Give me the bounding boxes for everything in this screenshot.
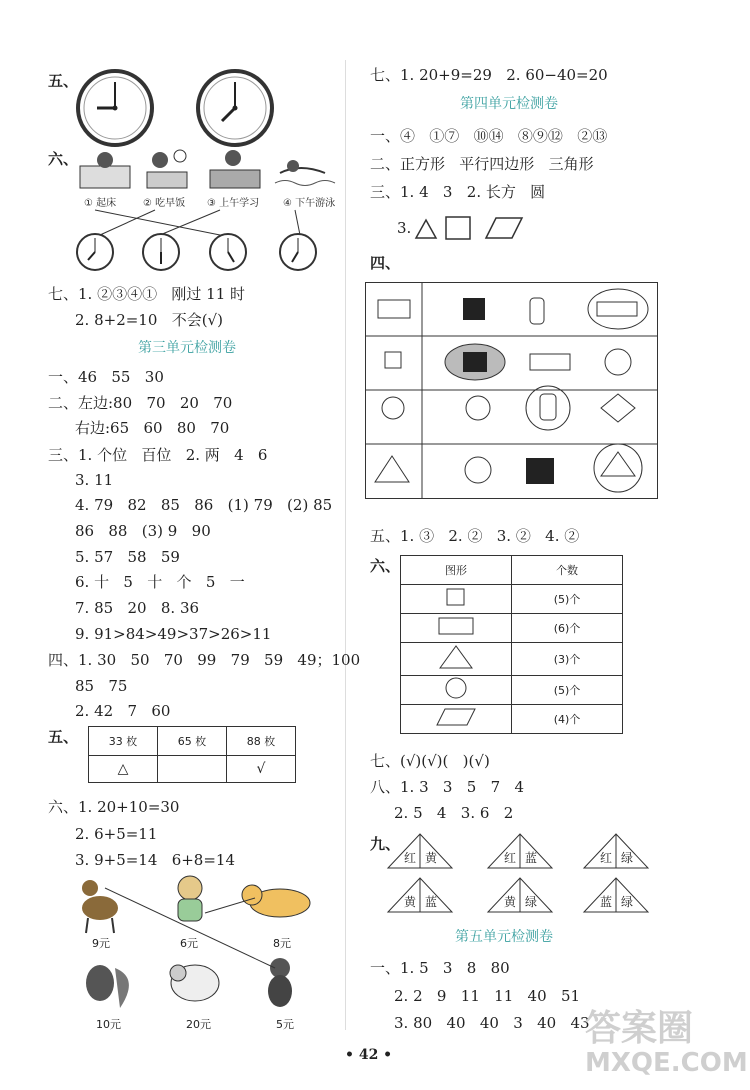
circle-cell (401, 676, 512, 705)
coin-header-3: 88 枚 (227, 727, 296, 756)
circle-icon (382, 397, 404, 419)
tri5-left: 黄 (504, 895, 517, 909)
tri2-right: 蓝 (525, 851, 538, 865)
deer-icon (82, 880, 118, 933)
rectangle-cell (401, 614, 512, 643)
r8a: 八、1. 3 3 5 7 4 (370, 778, 525, 796)
cuboid-icon (530, 354, 570, 370)
triangle-red-green (584, 834, 648, 868)
parallelogram-cell (401, 705, 512, 734)
r3b: 3. (397, 219, 412, 237)
r2: 二、正方形 平行四边形 三角形 (370, 155, 594, 173)
daily-activities-illustrations (75, 148, 335, 198)
r7b: 七、(√)(√)( )(√) (370, 752, 490, 770)
s3-4a: 4. 79 82 85 86 (1) 79 (2) 85 (75, 496, 333, 514)
s4c: 2. 42 7 60 (75, 702, 171, 720)
triangle-red-blue (488, 834, 552, 868)
diamond-icon (601, 394, 635, 422)
s2a: 二、左边:80 70 20 70 (48, 394, 233, 412)
unit5-title: 第五单元检测卷 (455, 929, 553, 945)
watermark-url: MXQE.COM (585, 1048, 748, 1078)
tri2-left: 红 (504, 851, 517, 865)
unit3-title: 第三单元检测卷 (138, 340, 236, 356)
clock-9-icon (75, 68, 155, 148)
count-parallelogram: (4)个 (512, 705, 623, 734)
r5: 五、1. ③ 2. ② 3. ② 4. ② (370, 527, 580, 545)
square-cell (401, 585, 512, 614)
r8b: 2. 5 4 3. 6 2 (394, 804, 514, 822)
tri4-left: 黄 (404, 895, 417, 909)
rectangle-icon (439, 618, 473, 634)
tiger-icon (242, 885, 310, 917)
caption-2: ② 吃早饭 (143, 198, 186, 209)
parallelogram-icon (437, 709, 475, 725)
r6-label: 六、 (370, 557, 401, 575)
s3-6: 6. 十 5 十 个 5 一 (75, 573, 245, 591)
coin-value-3: √ (227, 756, 296, 783)
tri3-left: 红 (600, 851, 613, 865)
q5-label: 五、 (48, 72, 79, 90)
link-line-2 (205, 898, 255, 913)
q7-line1: 七、1. ②③④① 刚过 11 时 (48, 285, 246, 303)
tri6-left: 蓝 (600, 895, 613, 909)
box-icon (597, 302, 637, 316)
s4b: 85 75 (75, 677, 128, 695)
price-2: 6元 (180, 937, 198, 950)
r7: 七、1. 20+9=29 2. 60−40=20 (370, 66, 608, 84)
cylinder-icon (540, 394, 556, 420)
s3-4b: 86 88 (3) 9 90 (75, 522, 211, 540)
tri1-left: 红 (404, 851, 417, 865)
r1: 一、④ ①⑦ ⑩⑭ ⑧⑨⑫ ②⑬ (370, 127, 608, 145)
u5-2: 2. 2 9 11 11 40 51 (394, 987, 581, 1005)
s6-1: 六、1. 20+10=30 (48, 798, 180, 816)
triangle-blue-green (584, 878, 648, 912)
coin-value-1: △ (89, 756, 158, 783)
u5-3: 3. 80 40 40 3 40 43 (394, 1014, 590, 1032)
s6-2: 2. 6+5=11 (75, 825, 158, 843)
triangle-icon (375, 456, 409, 482)
count-header-shape: 图形 (401, 556, 512, 585)
swim-scene-icon (275, 160, 335, 186)
squirrel-icon (86, 965, 129, 1008)
s3-3: 3. 11 (75, 471, 114, 489)
ball-icon (465, 457, 491, 483)
ball-icon (605, 349, 631, 375)
shape-count-table (400, 555, 623, 734)
triangle-icon (440, 646, 472, 668)
s6-3: 3. 9+5=14 6+8=14 (75, 851, 236, 869)
price-4: 10元 (96, 1018, 121, 1031)
r9-label: 九、 (370, 835, 401, 853)
watermark-logo: 答案圈 (585, 1008, 694, 1049)
price-3: 8元 (273, 937, 291, 950)
q7-line2: 2. 8+2=10 不会(√) (75, 311, 223, 329)
s2b: 右边:65 60 80 70 (75, 419, 230, 437)
shapes-row (414, 214, 524, 244)
q6-label: 六、 (48, 150, 79, 168)
s3-5: 5. 57 58 59 (75, 548, 180, 566)
circle-icon (446, 678, 466, 698)
s1: 一、46 55 30 (48, 368, 164, 386)
sheep-icon (170, 965, 219, 1001)
r4-label: 四、 (370, 254, 401, 272)
s3-9: 9. 91>84>49>37>26>11 (75, 625, 272, 643)
clock-8-icon (195, 68, 275, 148)
study-scene-icon (210, 150, 260, 188)
cube-icon (463, 352, 487, 372)
cube-icon (463, 298, 485, 320)
tri5-right: 绿 (525, 895, 538, 909)
u5-1: 一、1. 5 3 8 80 (370, 959, 510, 977)
coin-header-1: 33 枚 (89, 727, 158, 756)
s4a: 四、1. 30 50 70 99 79 59 49；100 (48, 651, 361, 669)
triangle-icon (416, 220, 436, 238)
tri4-right: 蓝 (425, 895, 438, 909)
count-circle: (5)个 (512, 676, 623, 705)
column-divider (345, 60, 346, 1030)
triangle-yellow-green (488, 878, 552, 912)
ball-icon (466, 396, 490, 420)
caption-4: ④ 下午游泳 (283, 198, 336, 209)
monkey-icon (268, 958, 292, 1007)
count-rectangle: (6)个 (512, 614, 623, 643)
cube-icon (526, 458, 554, 484)
count-header-number: 个数 (512, 556, 623, 585)
unit4-title: 第四单元检测卷 (460, 96, 558, 112)
clock-small-2-icon (141, 232, 181, 272)
triangle-red-yellow (388, 834, 452, 868)
dog-icon (178, 876, 202, 921)
tri3-right: 绿 (621, 851, 634, 865)
rectangle-icon (378, 300, 410, 318)
count-square: (5)个 (512, 585, 623, 614)
triangle-yellow-blue (388, 878, 452, 912)
cylinder-icon (530, 298, 544, 324)
square-icon (385, 352, 401, 368)
triangle-cell (401, 643, 512, 676)
tri6-right: 绿 (621, 895, 634, 909)
parallelogram-icon (486, 218, 522, 238)
s3-1: 三、1. 个位 百位 2. 两 4 6 (48, 446, 268, 464)
tri1-right: 黄 (425, 851, 438, 865)
s5-label: 五、 (48, 728, 79, 746)
caption-3: ③ 上午学习 (207, 198, 260, 209)
count-triangle: (3)个 (512, 643, 623, 676)
square-icon (446, 217, 470, 239)
square-icon (447, 589, 464, 605)
clock-small-4-icon (278, 232, 318, 272)
breakfast-scene-icon (147, 150, 187, 188)
price-5: 20元 (186, 1018, 211, 1031)
bed-scene-icon (80, 152, 130, 188)
triangle-icon (601, 452, 635, 476)
clock-small-3-icon (208, 232, 248, 272)
price-6: 5元 (276, 1018, 294, 1031)
caption-1: ① 起床 (84, 198, 117, 209)
clock-small-1-icon (75, 232, 115, 272)
coin-table (88, 726, 296, 783)
shape-sort-table (365, 282, 659, 500)
s3-7: 7. 85 20 8. 36 (75, 599, 200, 617)
coin-value-2 (158, 756, 227, 783)
price-1: 9元 (92, 937, 110, 950)
page-number: • 42 • (345, 1047, 393, 1063)
r3: 三、1. 4 3 2. 长方 圆 (370, 183, 546, 201)
coin-header-2: 65 枚 (158, 727, 227, 756)
